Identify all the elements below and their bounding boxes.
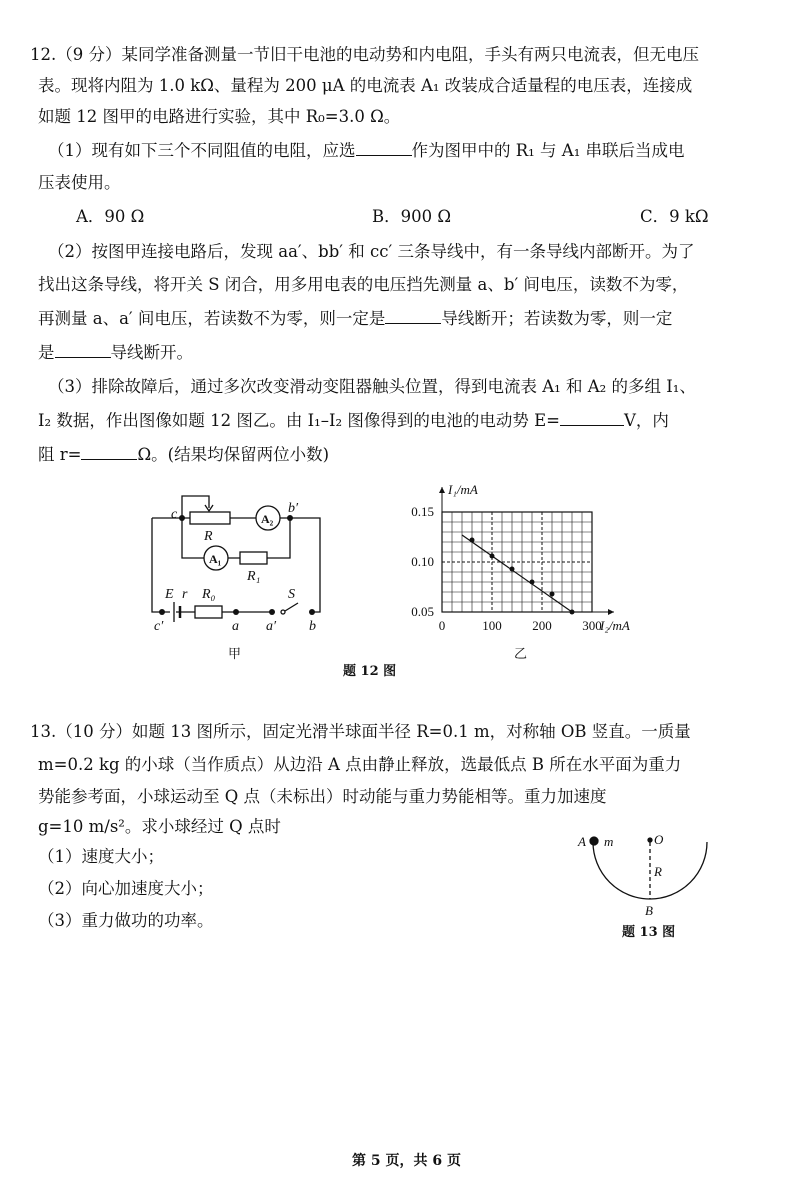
- q13-line: （2）向心加速度大小；: [38, 879, 214, 898]
- q13-line: （3）重力做功的功率。: [38, 911, 214, 930]
- label-R0: R₀: [202, 587, 216, 602]
- label-b: b: [309, 619, 316, 634]
- label-a: a: [232, 619, 239, 634]
- y-tick-label: 0.15: [411, 504, 434, 519]
- text: 作为图甲中的 R₁ 与 A₁ 串联后当成电: [411, 141, 685, 160]
- data-point: [570, 610, 575, 615]
- text: 再测量 a、a′ 间电压，若读数不为零，则一定是: [38, 309, 386, 328]
- text: I₂ 数据，作出图像如题 12 图乙。由 I₁–I₂ 图像得到的电池的电动势 E=: [38, 411, 560, 430]
- x-axis-arrow: [608, 609, 614, 615]
- label-r: r: [182, 587, 188, 602]
- text: （1）现有如下三个不同阻值的电阻，应选: [48, 141, 356, 160]
- option-b: B．900 Ω: [372, 207, 452, 226]
- label-A: A: [578, 834, 586, 849]
- label-S: S: [288, 587, 295, 602]
- x-tick-label: 200: [532, 618, 552, 633]
- figure-12-caption: 题 12 图: [343, 664, 397, 679]
- label-A1: A₁: [209, 552, 222, 566]
- x-tick-label: 300: [582, 618, 602, 633]
- label-c-prime: c′: [154, 619, 164, 634]
- center-O: [648, 838, 652, 842]
- fig-a-caption: 甲: [228, 647, 242, 662]
- data-point: [470, 538, 475, 543]
- text: 导线断开；若读数为零，则一定: [441, 309, 673, 328]
- label-m: m: [604, 834, 614, 849]
- fig-b-caption: 乙: [514, 647, 528, 662]
- q12-line: 表。现将内阻为 1.0 kΩ、量程为 200 μA 的电流表 A₁ 改装成合适量程的电压表，连接成: [38, 76, 693, 95]
- page-footer: 第 5 页，共 6 页: [352, 1153, 461, 1169]
- label-B: B: [645, 903, 653, 918]
- q12-line: 如题 12 图甲的电路进行实验，其中 R₀=3.0 Ω。: [38, 107, 401, 126]
- data-point: [550, 592, 555, 597]
- option-a: A．90 Ω: [76, 207, 145, 226]
- text: V，内: [623, 411, 669, 430]
- hemisphere-diagram: [560, 820, 720, 930]
- q13-line: m=0.2 kg 的小球（当作质点）从边沿 A 点由静止释放，选最低点 B 所在水平面为重力: [38, 755, 682, 774]
- q13-line: （1）速度大小；: [38, 847, 164, 866]
- y-axis-label: I₁/mA: [448, 482, 478, 497]
- q13-line: 势能参考面，小球运动至 Q 点（未标出）时动能与重力势能相等。重力加速度: [38, 787, 607, 806]
- x-tick-label: 100: [482, 618, 502, 633]
- label-b-prime: b′: [288, 501, 299, 516]
- label-E: E: [165, 587, 174, 602]
- ball: [590, 837, 598, 845]
- text: 阻 r=: [38, 445, 82, 464]
- y-tick-label: 0.05: [411, 604, 434, 619]
- q12-line: 找出这条导线，将开关 S 闭合，用多用电表的电压挡先测量 a、b′ 间电压，读数不为零，: [38, 275, 689, 294]
- data-point: [530, 580, 535, 585]
- q12-line: 压表使用。: [38, 173, 121, 192]
- data-point: [510, 567, 515, 572]
- label-R: R: [654, 864, 662, 879]
- y-tick-label: 0.10: [411, 554, 434, 569]
- fit-line: [462, 535, 572, 612]
- option-c: C．9 kΩ: [640, 207, 709, 226]
- figure-13-caption: 题 13 图: [622, 925, 676, 940]
- label-A2: A₂: [261, 512, 274, 526]
- x-axis-label: I₂/mA: [600, 618, 630, 633]
- q13-line: 13.（10 分）如题 13 图所示，固定光滑半球面半径 R=0.1 m，对称轴 OB 竖直。一质量: [30, 722, 691, 741]
- q12-line: （2）按图甲连接电路后，发现 aa′、bb′ 和 cc′ 三条导线中，有一条导线内部断开。为了: [48, 242, 695, 261]
- label-R: R: [204, 529, 213, 544]
- label-c: c: [171, 507, 178, 522]
- data-point: [490, 554, 495, 559]
- text: 是: [38, 343, 55, 362]
- label-O: O: [654, 832, 664, 847]
- q13-line: g=10 m/s²。求小球经过 Q 点时: [38, 817, 281, 836]
- q12-line: （3）排除故障后，通过多次改变滑动变阻器触头位置，得到电流表 A₁ 和 A₂ 的多组 I₁、: [48, 377, 696, 396]
- y-axis-arrow: [439, 487, 445, 493]
- label-a-prime: a′: [266, 619, 277, 634]
- label-R1: R₁: [247, 569, 261, 584]
- q12-line: 12.（9 分）某同学准备测量一节旧干电池的电动势和内电阻，手头有两只电流表，但无电压: [30, 45, 699, 64]
- x-tick-label: 0: [438, 618, 446, 633]
- text: Ω。(结果均保留两位小数): [137, 445, 330, 464]
- text: 导线断开。: [110, 343, 193, 362]
